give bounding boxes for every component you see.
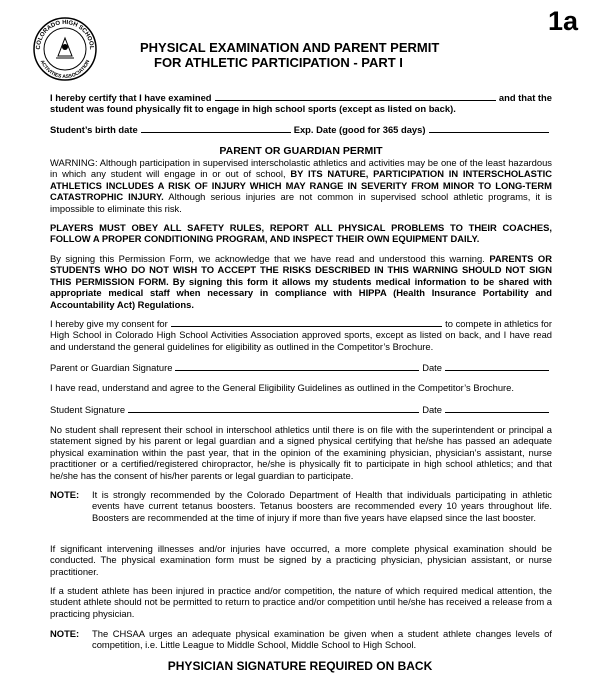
student-signature-label: Student Signature xyxy=(50,404,126,415)
note-tetanus-label: NOTE: xyxy=(50,489,80,500)
chsaa-seal-logo xyxy=(32,16,98,82)
consent-tail: to compete in athletics for xyxy=(445,318,552,329)
certify-and-that: and that the xyxy=(498,92,552,103)
title-line-2: FOR ATHLETIC PARTICIPATION - PART I xyxy=(154,55,403,70)
note-chsaa xyxy=(50,628,552,651)
signing-text-bold: PARENTS OR STUDENTS WHO DO NOT WISH TO ACCEPT THE RISKS DESCRIBED IN THIS WARNING SHOULD NOT SIGN THIS PERMISSION FORM. By signing this form it allows my students medical information to be shared with appropriate medical staff when necessary in compliance with HIPPA (Health Insurance Portability and Accountability Act) Regulations. xyxy=(50,253,552,310)
significant-illness-paragraph: If significant intervening illnesses and/or injuries have occurred, a more complete physical examination should be conducted. The physical examination form must be signed by a practicing physician, physician assistant, or nurse practitioner. xyxy=(50,543,552,577)
parent-signature-row xyxy=(50,362,552,373)
consent-rest: High School in Colorado High School Activities Association approved sports, except as listed on back, and I have read and understand the general guidelines for eligibility as outlined in the Competitor’s Brochure. xyxy=(50,329,552,352)
birth-date-field[interactable] xyxy=(141,132,291,133)
exp-date-field[interactable] xyxy=(429,132,550,133)
parent-date-field[interactable] xyxy=(445,370,549,371)
student-signature-row xyxy=(50,404,552,415)
signing-paragraph xyxy=(50,253,552,310)
warning-text-bold: BY ITS NATURE, PARTICIPATION IN INTERSCHOLASTIC ATHLETICS INCLUDES A RISK OF INJURY WHICH MAY RANGE IN SEVERITY FROM MINOR TO LONG-TERM CATASTROPHIC INJURY. xyxy=(50,168,552,203)
injured-paragraph: If a student athlete has been injured in practice and/or competition, the nature of which required medical attention, the student athlete should not be permitted to return to practice and/or competition until he/she has received a release from a practicing physician. xyxy=(50,585,552,619)
birth-date-row xyxy=(50,124,552,135)
examined-student-name-field[interactable] xyxy=(215,100,496,101)
no-student-paragraph: No student shall represent their school in interschool athletics until there is on file with the superintendent or principal a statement signed by his parent or legal guardian and a signed physical certifying that he/she has passed an adequate physical examination within the past year, that in the opinion of the examining physician, physician’s assistant, nurse practitioner or a certified/registered chiropractor, he/she is physically fit to participate in high school athletics; and that he/she has the consent of his/her parents or legal guardian to participate. xyxy=(50,424,552,481)
consent-paragraph xyxy=(50,318,552,352)
physician-signature-notice: PHYSICIAN SIGNATURE REQUIRED ON BACK xyxy=(167,659,433,673)
warning-text-start: WARNING: Although participation in supervised interscholastic athletics and activities may be one of the least hazardous in which any student will engage in or out of school, xyxy=(50,157,552,180)
section-heading: PARENT OR GUARDIAN PERMIT xyxy=(219,145,383,157)
parent-signature-field[interactable] xyxy=(175,370,419,371)
form-title xyxy=(140,40,550,70)
student-date-field[interactable] xyxy=(445,412,549,413)
page-number: 1a xyxy=(547,6,578,36)
consent-student-name-field[interactable] xyxy=(171,326,442,327)
exp-date-label: Exp. Date (good for 365 days) xyxy=(293,124,426,135)
student-signature-field[interactable] xyxy=(128,412,419,413)
note-chsaa-text: The CHSAA urges an adequate physical examination be given when a student athlete changes levels of competition, i.e. Little League to Middle School, Middle School to High School. xyxy=(92,628,552,651)
signing-text-start: By signing this Permission Form, we acknowledge that we have read and understood this warning. xyxy=(50,253,485,264)
certify-statement xyxy=(50,92,552,115)
svg-text:COLORADO HIGH SCHOOL: COLORADO HIGH SCHOOL xyxy=(35,19,95,50)
parent-date-label: Date xyxy=(422,362,442,373)
note-chsaa-label: NOTE: xyxy=(50,628,80,639)
svg-text:ACTIVITIES ASSOCIATION: ACTIVITIES ASSOCIATION xyxy=(38,59,92,81)
birth-date-label: Student’s birth date xyxy=(50,124,138,135)
warning-text-end: Although serious injuries are not common in supervised school athletic programs, it is impossible to eliminate this risk. xyxy=(50,191,552,214)
note-tetanus-text: It is strongly recommended by the Colorado Department of Health that individuals participating in athletic events have current tetanus boosters. Tetanus boosters are recommended every 10 years throughout life. Boosters are recommended at the time of injury if more than five years have elapsed since the last booster. xyxy=(92,489,552,523)
title-line-1: PHYSICAL EXAMINATION AND PARENT PERMIT xyxy=(140,40,440,55)
note-tetanus xyxy=(50,489,552,523)
read-agree-text: I have read, understand and agree to the General Eligibility Guidelines as outlined in the Competitor’s Brochure. xyxy=(50,382,514,393)
consent-lead: I hereby give my consent for xyxy=(50,318,168,329)
warning-paragraph xyxy=(50,157,552,214)
parent-signature-label: Parent or Guardian Signature xyxy=(50,362,173,373)
certify-line-2: student was found physically fit to engage in high school sports (except as listed on back). xyxy=(50,103,456,115)
safety-rules-paragraph: PLAYERS MUST OBEY ALL SAFETY RULES, REPORT ALL PHYSICAL PROBLEMS TO THEIR COACHES, FOLLOW A PROPER CONDITIONING PROGRAM, AND INSPECT THEIR OWN EQUIPMENT DAILY. xyxy=(50,222,552,245)
student-date-label: Date xyxy=(422,404,442,415)
certify-lead: I hereby certify that I have examined xyxy=(50,92,212,103)
